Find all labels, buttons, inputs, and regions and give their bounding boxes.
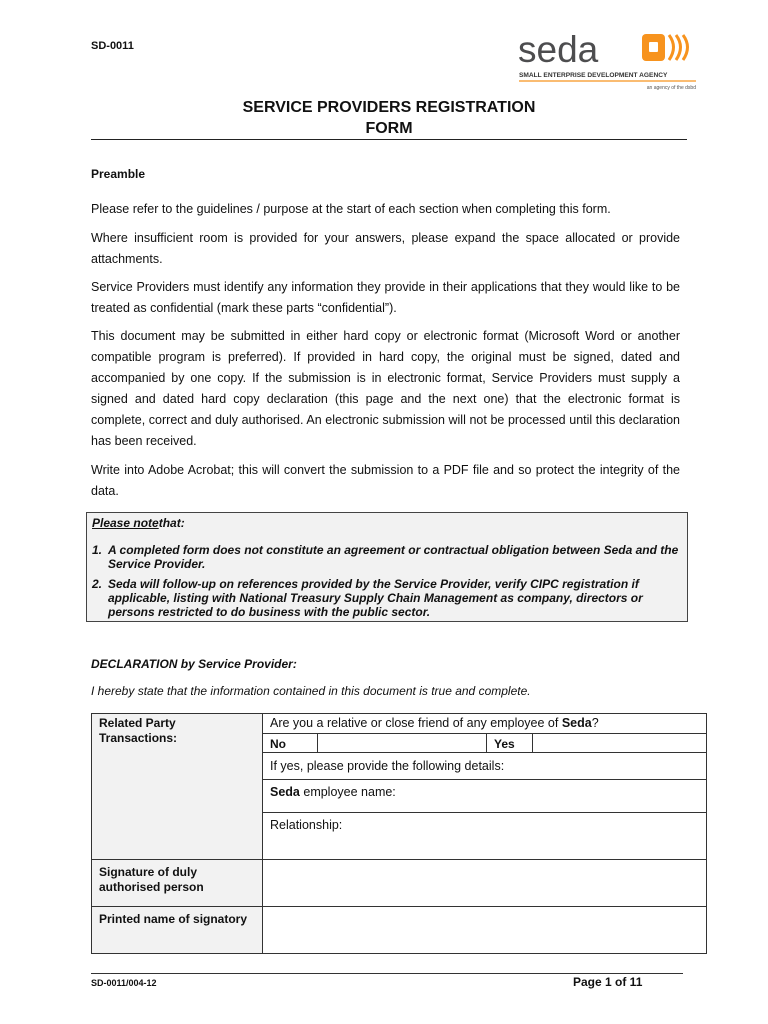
note-item-number: 1.: [92, 543, 103, 557]
document-code: SD-0011: [91, 40, 134, 52]
question-text: Are you a relative or close friend of any employee of: [270, 716, 562, 730]
footer-divider: [91, 973, 683, 974]
note-title-underlined: Please note: [92, 516, 159, 530]
preamble-paragraph: Service Providers must identify any information they provide in their applications that they would like to be treated as confidential (mark these parts “confidential”).: [91, 280, 680, 315]
preamble-heading: Preamble: [91, 167, 146, 181]
logo-wave-icon: [676, 35, 681, 60]
footer-doc-ref: SD-0011/004-12: [91, 978, 157, 988]
logo-wordmark: seda: [518, 30, 599, 70]
related-party-question: [262, 713, 707, 734]
printed-name-label: Printed name of signatory: [91, 906, 263, 954]
signature-field[interactable]: [262, 859, 707, 907]
relationship-label: Relationship:: [270, 818, 343, 832]
relationship-field[interactable]: [262, 812, 707, 860]
note-title: [92, 516, 185, 530]
declaration-heading: DECLARATION by Service Provider:: [91, 657, 297, 671]
declaration-statement: I hereby state that the information contained in this document is true and complete.: [91, 684, 531, 698]
question-suffix: ?: [591, 716, 599, 730]
page-number: Page 1 of 11: [573, 975, 643, 989]
logo-subline: an agency of the dsbd: [646, 85, 696, 91]
note-box: [86, 512, 688, 622]
declaration-table: [91, 713, 707, 954]
logo-square-inner-icon: [649, 42, 658, 52]
related-party-label: Related Party Transactions:: [91, 713, 263, 860]
note-item-number: 2.: [92, 577, 103, 591]
form-title-line2: FORM: [365, 120, 413, 137]
preamble-paragraph: Write into Adobe Acrobat; this will convert the submission to a PDF file and so protect the integrity of the data.: [91, 463, 680, 498]
printed-name-field[interactable]: [262, 906, 707, 954]
preamble-paragraph: Where insufficient room is provided for your answers, please expand the space allocated or provide attachments.: [91, 231, 680, 266]
note-item-text: Seda will follow-up on references provided by the Service Provider, verify CIPC registration if applicable, listing with National Treasury Supply Chain Management as company, directors or persons restricted to do business with the public sector.: [108, 577, 643, 619]
note-title-suffix: that:: [158, 516, 185, 530]
preamble-paragraph: This document may be submitted in either hard copy or electronic format (Microsoft Word or another compatible program is preferred). If provided in hard copy, the original must be signed, dated and accompanied by one copy. If the submission is in electronic format, Service Providers must supply a signed and dated hard copy declaration (this page and the next one) that the electronic format is complete, correct and duly authorised. An electronic submission will not be processed until this declaration has been received.: [91, 329, 680, 448]
yes-field[interactable]: [532, 733, 707, 753]
employee-org: Seda: [270, 785, 300, 799]
title-divider: [91, 139, 687, 140]
form-title: [91, 97, 687, 139]
question-org: Seda: [561, 716, 592, 730]
signature-label: Signature of duly authorised person: [91, 859, 263, 907]
no-label: No: [262, 733, 318, 753]
logo-wave-icon: [669, 35, 674, 60]
employee-name-field[interactable]: [262, 779, 707, 813]
logo-wave-icon: [683, 35, 688, 60]
preamble-paragraph: Please refer to the guidelines / purpose at the start of each section when completing this form.: [91, 202, 611, 216]
seda-logo: [516, 30, 698, 94]
employee-name-label: employee name:: [299, 785, 396, 799]
yes-label: Yes: [486, 733, 533, 753]
logo-tagline: SMALL ENTERPRISE DEVELOPMENT AGENCY: [519, 72, 668, 79]
seda-logo-graphic: [516, 30, 698, 94]
no-field[interactable]: [317, 733, 487, 753]
form-title-line1: SERVICE PROVIDERS REGISTRATION: [242, 99, 536, 116]
note-item-text: A completed form does not constitute an agreement or contractual obligation between Seda and the Service Provider.: [108, 543, 679, 571]
if-yes-instruction: If yes, please provide the following details:: [262, 752, 707, 780]
